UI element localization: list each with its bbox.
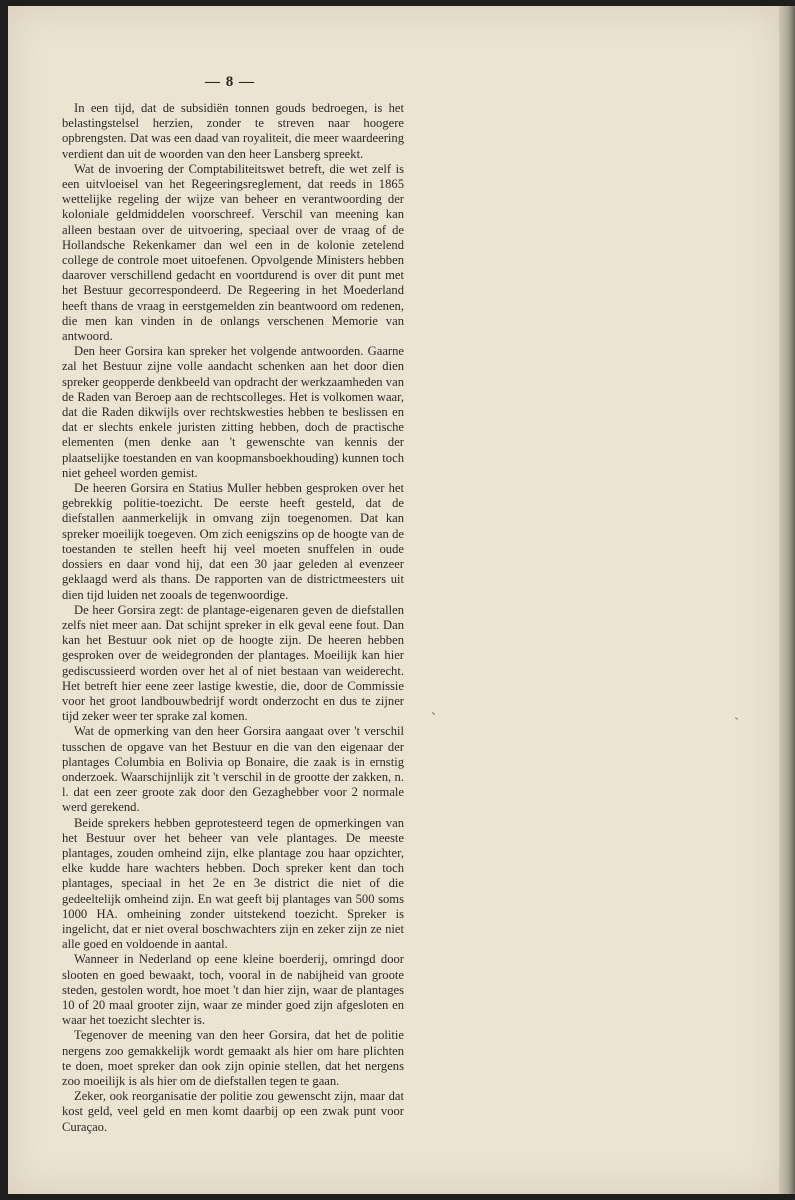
paragraph: De heer Gorsira zegt: de plantage-eigenaren geven de diefstallen zelfs niet meer aan. Dat schijnt spreker in elk geval eene fout. Dan kan het Bestuur ook niet op de hoogte zijn. De heeren hebben gesproken over de weidegronden der plantages. Moeilijk kan hier gediscussieerd worden over het al of niet bestaan van weiderecht. Het betreft hier eene zeer lastige kwestie, die, door de Commissie voor het groot landbouwbedrijf wordt onderzocht en dus te zijner tijd zeker weer ter sprake zal komen. [62, 602, 404, 724]
body-text [62, 101, 404, 1135]
paragraph: Beide sprekers hebben geprotesteerd tegen de opmerkingen van het Bestuur over het beheer van vele plantages. De meeste plantages, zouden omheind zijn, elke plantage zou haar opzichter, elke kudde hare wachters hebben. Doch spreker kent dan toch plantages, speciaal in het 2e en 3e district die niet of die gedeeltelijk omheind zijn. En wat geeft bij plantages van 500 soms 1000 HA. omheining zonder uitstekend toezicht. Spreker is ingelicht, dat er niet overal boschwachters zijn en zeker zijn ze niet alle goed en voldoende in aantal. [62, 815, 404, 952]
paragraph: De heeren Gorsira en Statius Muller hebben gesproken over het gebrekkig politie-toezicht. De eerste heeft gesteld, dat de diefstallen aanmerkelijk in omvang zijn toegenomen. Dat kan spreker moeilijk toegeven. Om zich eenigszins op de hoogte van de toestanden te stellen heeft hij veel moeten snuffelen in oude dossiers en daar vond hij, dat een 30 jaar geleden al evenzeer geklaagd werd als thans. De rapporten van de districtmeesters uit dien tijd luiden net zooals de tegenwoordige. [62, 481, 404, 602]
page-number: — 8 — [205, 74, 255, 90]
paragraph: Zeker, ook reorganisatie der politie zou gewenscht zijn, maar dat kost geld, veel geld en men komt daarbij op een zwak punt voor Curaçao. [62, 1089, 404, 1134]
paragraph: In een tijd, dat de subsidiën tonnen gouds bedroegen, is het belastingstelsel herzien, zonder te streven naar hoogere opbrengsten. Dat was een daad van royaliteit, die meer waardeering verdient dan uit de woorden van den heer Lansberg spreekt. [62, 101, 404, 161]
paragraph: Wanneer in Nederland op eene kleine boerderij, omringd door slooten en goed bewaakt, toch, vooral in de nabijheid van groote steden, gestolen wordt, hoe moet 't dan hier zijn, waar de plantages 10 of 20 maal grooter zijn, waar ze minder goed zijn afgesloten en waar het toezicht slechter is. [62, 952, 404, 1028]
page-edge [779, 6, 795, 1194]
paragraph: Wat de opmerking van den heer Gorsira aangaat over 't verschil tusschen de opgave van het Bestuur en die van den eigenaar der plantages Columbia en Bolivia op Bonaire, die zaak is in ernstig onderzoek. Waarschijnlijk zit 't verschil in de grootte der zakken, n. l. dat een zeer groote zak door den Gezaghebber voor 2 normale werd gerekend. [62, 724, 404, 815]
paragraph: Den heer Gorsira kan spreker het volgende antwoorden. Gaarne zal het Bestuur zijne volle aandacht schenken aan het door dien spreker geopperde denkbeeld van opdracht der werkzaamheden van de Raden van Beroep aan de rechtscolleges. Het is volkomen waar, dat die Raden dikwijls over rechtskwesties hebben te beslissen en dat er slechts enkele juristen zitting hebben, doch de practische elementen (men denke aan 't gewenschte van kennis der plaatselijke toestanden en van koopmansboekhouding) kunnen toch niet geheel worden gemist. [62, 344, 404, 480]
paragraph: Wat de invoering der Comptabiliteitswet betreft, die wet zelf is een uitvloeisel van het Regeeringsreglement, dat reeds in 1865 wettelijke regeling der wijze van beheer en verantwoording der koloniale geldmiddelen voorschreef. Verschil van meening kan alleen bestaan over de uitvoering, speciaal over de vraag of de Hollandsche Rekenkamer dan wel een in de kolonie zetelend college de controle moet uitoefenen. Opvolgende Ministers hebben daarover verschillend gedacht en voortdurend is over dit punt met het Bestuur gecorrespondeerd. De Regeering in het Moederland heeft thans de vraag in eerstgemelden zin beantwoord om redenen, die men kan vinden in de onlangs verschenen Memorie van antwoord. [62, 161, 404, 344]
paragraph: Tegenover de meening van den heer Gorsira, dat het de politie nergens zoo gemakkelijk wordt gemaakt als hier om hare plichten te doen, moet spreker dan ook zijn opinie stellen, dat het nergens zoo moeilijk is als hier om de diefstallen tegen te gaan. [62, 1028, 404, 1088]
